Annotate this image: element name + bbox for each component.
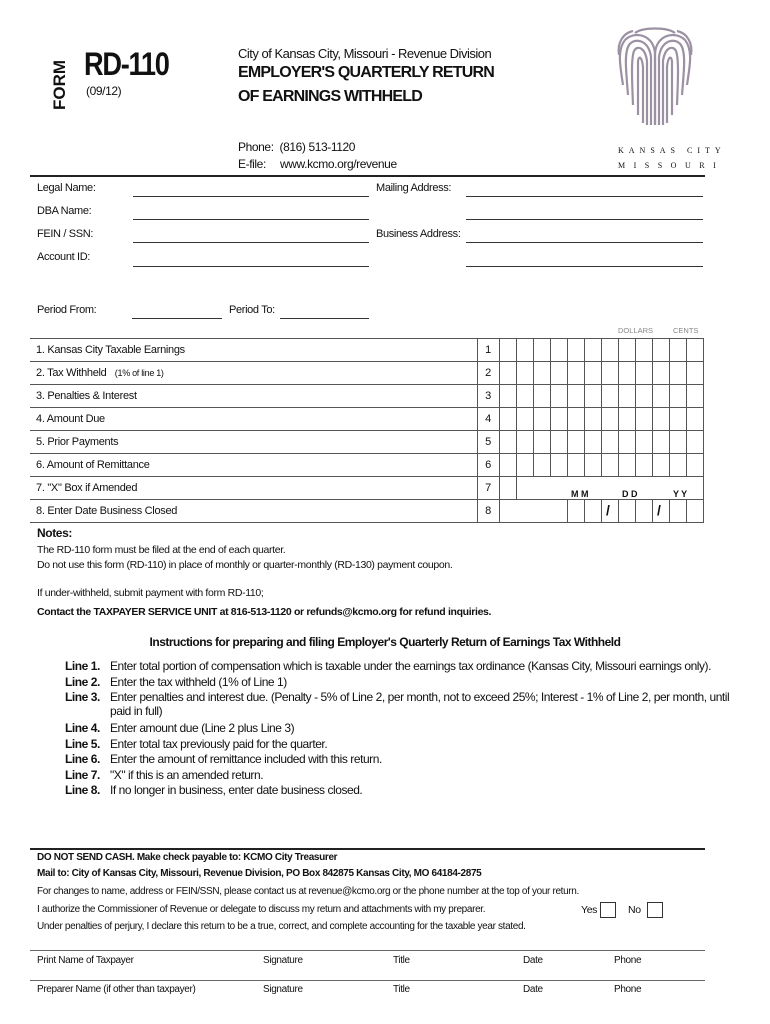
kansas-city-fountain-logo — [615, 25, 695, 135]
period-to-field[interactable] — [280, 318, 369, 319]
line-label: 3. Penalties & Interest — [30, 385, 477, 408]
footer-divider — [30, 848, 705, 850]
sig1-label: Signature — [263, 955, 303, 966]
digit-cell[interactable] — [499, 362, 516, 385]
legal-name-label: Legal Name: — [37, 182, 96, 194]
digit-cell[interactable] — [584, 431, 601, 454]
digit-cell[interactable] — [686, 362, 703, 385]
digit-cell[interactable] — [601, 454, 618, 477]
account-id-field[interactable] — [133, 266, 369, 267]
digit-cell[interactable] — [584, 454, 601, 477]
digit-cell[interactable] — [567, 339, 584, 362]
note-line: Do not use this form (RD-110) in place of monthly or quarter-monthly (RD-130) payment coupon. — [37, 559, 453, 571]
digit-cell[interactable] — [686, 408, 703, 431]
blank-area — [499, 500, 567, 523]
sig1-label: Date — [523, 955, 543, 966]
digit-cell[interactable] — [618, 408, 635, 431]
yes-label: Yes — [581, 904, 598, 916]
digit-cell[interactable] — [618, 339, 635, 362]
digit-cell[interactable] — [567, 385, 584, 408]
digit-cell[interactable] — [652, 408, 669, 431]
dba-name-label: DBA Name: — [37, 205, 92, 217]
digit-cell[interactable] — [601, 385, 618, 408]
changes-notice: For changes to name, address or FEIN/SSN, please contact us at revenue@kcmo.org or the phone number at the top of your return. — [37, 886, 579, 897]
line-number: 8 — [477, 500, 499, 523]
authorize-text: I authorize the Commissioner of Revenue or delegate to discuss my return and attachments with my preparer. — [37, 904, 486, 915]
instruction-text: "X" if this is an amended return. — [110, 767, 264, 782]
instruction-text: Enter amount due (Line 2 plus Line 3) — [110, 721, 295, 735]
digit-cell[interactable] — [567, 408, 584, 431]
digit-cell[interactable] — [635, 454, 652, 477]
table-row — [30, 454, 703, 477]
instruction-label: Line 6. — [65, 752, 100, 766]
digit-cell[interactable] — [618, 362, 635, 385]
date-slash-2: / — [657, 502, 661, 518]
digit-cell[interactable] — [567, 362, 584, 385]
digit-cell[interactable] — [550, 454, 567, 477]
digit-cell[interactable] — [601, 362, 618, 385]
logo-text-kansas-city: KANSAS CITY — [618, 146, 726, 155]
date-digit-cell[interactable] — [584, 500, 601, 523]
line-label: 5. Prior Payments — [30, 431, 477, 454]
date-digit-cell[interactable] — [618, 500, 635, 523]
efile-url[interactable]: www.kcmo.org/revenue — [280, 157, 397, 171]
instruction-text: Enter the tax withheld (1% of Line 1) — [110, 674, 287, 689]
digit-cell[interactable] — [601, 408, 618, 431]
fein-field[interactable] — [133, 242, 369, 243]
digit-cell[interactable] — [516, 385, 533, 408]
digit-cell[interactable] — [567, 431, 584, 454]
date-digit-cell[interactable] — [567, 500, 584, 523]
digit-cell[interactable] — [533, 408, 550, 431]
preparer-signature-line[interactable] — [30, 980, 705, 981]
sig1-label: Print Name of Taxpayer — [37, 955, 134, 966]
no-cash-notice: DO NOT SEND CASH. Make check payable to: KCMO City Treasurer — [37, 852, 338, 863]
digit-cell[interactable] — [618, 431, 635, 454]
business-address-field-2[interactable] — [466, 266, 703, 267]
instruction-text: If no longer in business, enter date business closed. — [110, 783, 363, 797]
digit-cell[interactable] — [584, 339, 601, 362]
no-checkbox[interactable] — [647, 902, 663, 918]
digit-cell[interactable] — [686, 385, 703, 408]
digit-cell[interactable] — [516, 362, 533, 385]
instruction-label: Line 7. — [65, 767, 100, 782]
instruction-label: Line 2. — [65, 674, 100, 689]
period-from-label: Period From: — [37, 304, 97, 316]
instruction-label: Line 5. — [65, 736, 100, 751]
sig2-label: Title — [393, 984, 410, 995]
instruction-line — [65, 690, 729, 718]
digit-cell[interactable] — [652, 431, 669, 454]
line-label: 2. Tax Withheld (1% of line 1) — [30, 362, 477, 385]
digit-cell[interactable] — [550, 339, 567, 362]
account-id-label: Account ID: — [37, 251, 91, 263]
instruction-line — [65, 675, 287, 689]
digit-cell[interactable] — [635, 408, 652, 431]
header-divider — [30, 175, 705, 177]
table-row — [30, 431, 703, 454]
digit-cell[interactable] — [652, 385, 669, 408]
digit-cell[interactable] — [635, 362, 652, 385]
note-line: The RD-110 form must be filed at the end of each quarter. — [37, 544, 286, 556]
day-header: D D — [622, 489, 638, 499]
line-label: 4. Amount Due — [30, 408, 477, 431]
digit-cell[interactable] — [533, 339, 550, 362]
yes-checkbox[interactable] — [600, 902, 616, 918]
digit-cell[interactable] — [516, 339, 533, 362]
digit-cell[interactable] — [635, 431, 652, 454]
table-row — [30, 339, 703, 362]
instruction-text: Enter the amount of remittance included with this return. — [110, 752, 382, 766]
digit-cell[interactable] — [499, 385, 516, 408]
line-label: 8. Enter Date Business Closed — [30, 500, 477, 523]
perjury-statement: Under penalties of perjury, I declare this return to be a true, correct, and complete accounting for the taxable year stated. — [37, 921, 526, 932]
sig1-label: Title — [393, 955, 410, 966]
line-label: 7. "X" Box if Amended — [30, 477, 477, 500]
table-row — [30, 385, 703, 408]
line-number: 2 — [477, 362, 499, 385]
digit-cell[interactable] — [499, 454, 516, 477]
instruction-label: Line 3. — [65, 690, 100, 704]
digit-cell[interactable] — [669, 385, 686, 408]
mail-to: Mail to: City of Kansas City, Missouri, Revenue Division, PO Box 842875 Kansas City, MO 64184-2875 — [37, 868, 482, 879]
form-title-line2: OF EARNINGS WITHHELD — [238, 88, 422, 105]
digit-cell[interactable] — [669, 454, 686, 477]
digit-cell[interactable] — [652, 339, 669, 362]
mailing-address-field-2[interactable] — [466, 219, 703, 220]
fein-label: FEIN / SSN: — [37, 228, 94, 240]
digit-cell[interactable] — [686, 431, 703, 454]
digit-cell[interactable] — [652, 362, 669, 385]
sig2-label: Signature — [263, 984, 303, 995]
instruction-line — [65, 768, 263, 782]
digit-cell[interactable] — [601, 431, 618, 454]
digit-cell[interactable] — [635, 339, 652, 362]
form-number: RD-110 — [84, 46, 169, 82]
note-line: If under-withheld, submit payment with form RD-110; — [37, 587, 264, 599]
digit-cell[interactable] — [550, 385, 567, 408]
table-row — [30, 408, 703, 431]
legal-name-field[interactable] — [133, 196, 369, 197]
digit-cell[interactable] — [584, 362, 601, 385]
digit-cell[interactable] — [516, 431, 533, 454]
efile-label: E-file: — [238, 157, 266, 171]
line-label: 6. Amount of Remittance — [30, 454, 477, 477]
dollars-header: DOLLARS — [618, 326, 654, 335]
instruction-text: Enter total portion of compensation which is taxable under the earnings tax ordinance (Kansas City, Missouri earnings only). — [110, 659, 711, 673]
digit-cell[interactable] — [516, 454, 533, 477]
digit-cell[interactable] — [516, 408, 533, 431]
digit-cell[interactable] — [584, 385, 601, 408]
efile-row — [238, 157, 397, 171]
digit-cell[interactable] — [584, 408, 601, 431]
phone-row — [238, 140, 355, 154]
business-address-label: Business Address: — [376, 228, 461, 240]
digit-cell[interactable] — [533, 454, 550, 477]
digit-cell[interactable] — [550, 431, 567, 454]
form-revision: (09/12) — [86, 84, 122, 98]
digit-cell[interactable] — [669, 339, 686, 362]
digit-cell[interactable] — [550, 362, 567, 385]
no-label: No — [628, 904, 641, 916]
table-row — [30, 477, 703, 500]
instruction-line — [65, 752, 382, 766]
line-number: 6 — [477, 454, 499, 477]
phone-number: (816) 513-1120 — [279, 140, 356, 154]
line-note: (1% of line 1) — [114, 368, 164, 378]
period-to-label: Period To: — [229, 304, 275, 316]
mailing-address-label: Mailing Address: — [376, 182, 452, 194]
table-row — [30, 500, 703, 523]
sig2-label: Phone — [614, 984, 642, 995]
digit-cell[interactable] — [635, 385, 652, 408]
cents-header: CENTS — [673, 326, 699, 335]
sig2-label: Preparer Name (if other than taxpayer) — [37, 984, 196, 995]
taxpayer-signature-line[interactable] — [30, 950, 705, 951]
note-contact: Contact the TAXPAYER SERVICE UNIT at 816-513-1120 or refunds@kcmo.org for refund inquiries. — [37, 606, 492, 618]
amounts-table — [30, 338, 704, 523]
notes-heading: Notes: — [37, 526, 72, 540]
amended-x-box[interactable] — [499, 477, 516, 500]
month-header: M M — [571, 489, 589, 499]
digit-cell[interactable] — [618, 385, 635, 408]
digit-cell[interactable] — [533, 362, 550, 385]
digit-cell[interactable] — [669, 408, 686, 431]
digit-cell[interactable] — [686, 339, 703, 362]
period-from-field[interactable] — [132, 318, 222, 319]
date-digit-cell[interactable] — [686, 500, 703, 523]
date-digit-cell[interactable] — [635, 500, 652, 523]
sig1-label: Phone — [614, 955, 642, 966]
digit-cell[interactable] — [669, 431, 686, 454]
digit-cell[interactable] — [567, 454, 584, 477]
business-address-field-1[interactable] — [466, 242, 703, 243]
dba-name-field[interactable] — [133, 219, 369, 220]
line-number: 4 — [477, 408, 499, 431]
digit-cell[interactable] — [499, 339, 516, 362]
instruction-label: Line 4. — [65, 721, 100, 735]
line-number: 7 — [477, 477, 499, 500]
digit-cell[interactable] — [669, 362, 686, 385]
instruction-text: Enter total tax previously paid for the quarter. — [110, 736, 328, 751]
digit-cell[interactable] — [533, 431, 550, 454]
digit-cell[interactable] — [499, 431, 516, 454]
phone-label: Phone: — [238, 140, 274, 154]
instruction-text-cont: paid in full) — [110, 704, 163, 718]
line-number: 5 — [477, 431, 499, 454]
mailing-address-field-1[interactable] — [466, 196, 703, 197]
instruction-text: Enter penalties and interest due. (Penalty - 5% of Line 2, per month, not to exceed 25%; Interest - 1% of Line 2, per month, until — [110, 690, 730, 704]
digit-cell[interactable] — [686, 454, 703, 477]
logo-text-missouri: MISSOURI — [618, 161, 725, 170]
instruction-line — [65, 721, 294, 735]
sig2-label: Date — [523, 984, 543, 995]
table-row — [30, 362, 703, 385]
digit-cell[interactable] — [618, 454, 635, 477]
digit-cell[interactable] — [550, 408, 567, 431]
agency-name: City of Kansas City, Missouri - Revenue Division — [238, 46, 492, 61]
digit-cell[interactable] — [533, 385, 550, 408]
form-word: FORM — [50, 59, 69, 110]
line-number: 3 — [477, 385, 499, 408]
digit-cell[interactable] — [652, 454, 669, 477]
line-number: 1 — [477, 339, 499, 362]
instruction-label: Line 1. — [65, 659, 100, 673]
instruction-line — [65, 783, 362, 797]
date-slash-1: / — [606, 502, 610, 518]
instructions-title: Instructions for preparing and filing Employer's Quarterly Return of Earnings Tax Withheld — [149, 635, 621, 649]
instruction-label: Line 8. — [65, 783, 100, 797]
date-digit-cell[interactable] — [669, 500, 686, 523]
line-label: 1. Kansas City Taxable Earnings — [30, 339, 477, 362]
form-title-line1: EMPLOYER'S QUARTERLY RETURN — [238, 64, 495, 81]
instruction-line — [65, 737, 327, 751]
year-header: Y Y — [673, 489, 688, 499]
digit-cell[interactable] — [601, 339, 618, 362]
digit-cell[interactable] — [499, 408, 516, 431]
instruction-line — [65, 659, 711, 673]
